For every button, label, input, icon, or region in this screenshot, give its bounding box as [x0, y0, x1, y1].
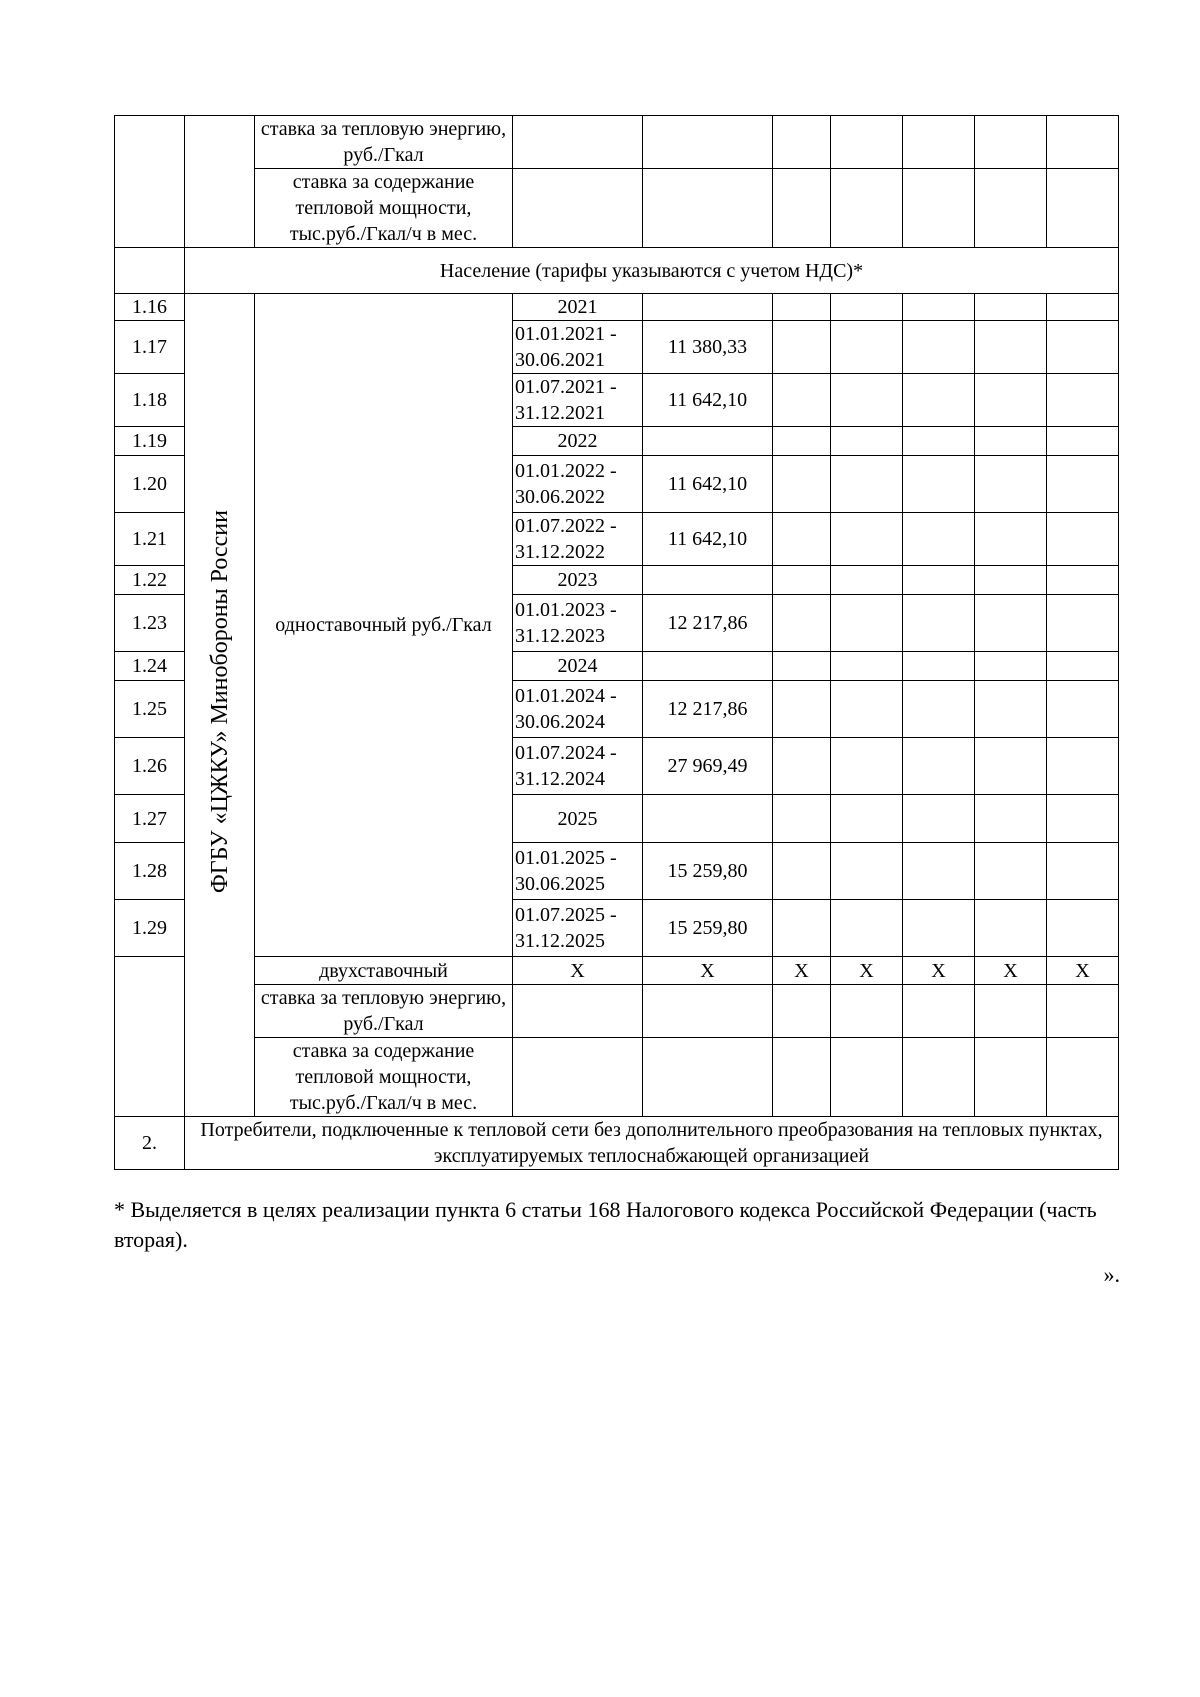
- row-number: 1.22: [115, 566, 185, 595]
- tariff-value: [643, 652, 773, 681]
- x-mark: X: [903, 957, 975, 985]
- row-number: 1.24: [115, 652, 185, 681]
- tariff-value: [643, 294, 773, 321]
- tariff-table: [114, 115, 1119, 1170]
- empty-cell: [115, 248, 185, 294]
- two-part-label: двухставочный: [255, 957, 513, 985]
- tariff-value: 15 259,80: [643, 843, 773, 900]
- table-row: [115, 169, 1119, 248]
- period: 01.07.2022 - 31.12.2022: [513, 513, 643, 566]
- row-number: 1.23: [115, 595, 185, 652]
- period: 2022: [513, 427, 643, 456]
- section-population-title: Население (тарифы указываются с учетом НДС)*: [185, 248, 1119, 294]
- period: 01.01.2023 - 31.12.2023: [513, 595, 643, 652]
- tariff-value: 27 969,49: [643, 738, 773, 795]
- empty-cell: [115, 957, 185, 1117]
- row-number: 1.27: [115, 795, 185, 843]
- section-number: 2.: [115, 1117, 185, 1170]
- rate-label: ставка за тепловую энергию, руб./Гкал: [255, 116, 513, 169]
- tariff-value: [643, 566, 773, 595]
- row-number: 1.28: [115, 843, 185, 900]
- section-row: [115, 248, 1119, 294]
- tariff-type: одноставочный руб./Гкал: [255, 294, 513, 957]
- x-mark: X: [975, 957, 1047, 985]
- period: 01.07.2025 - 31.12.2025: [513, 900, 643, 957]
- tariff-value: 12 217,86: [643, 681, 773, 738]
- row-number: 1.29: [115, 900, 185, 957]
- x-mark: X: [773, 957, 831, 985]
- rate-label: ставка за содержание тепловой мощности, тыс.руб./Гкал/ч в мес.: [255, 169, 513, 248]
- empty-cell: [115, 116, 185, 248]
- table-row: [115, 985, 1119, 1038]
- rate-label: ставка за тепловую энергию, руб./Гкал: [255, 985, 513, 1038]
- org-name-cell: [185, 294, 255, 1117]
- tariff-value: 11 642,10: [643, 513, 773, 566]
- row-number: 1.25: [115, 681, 185, 738]
- tariff-value: 12 217,86: [643, 595, 773, 652]
- tariff-value: [643, 795, 773, 843]
- section-2-title: Потребители, подключенные к тепловой сети без дополнительного преобразования на тепловых пунктах, эксплуатируемых теплоснабжающей организацией: [185, 1117, 1119, 1170]
- row-number: 1.17: [115, 321, 185, 374]
- tariff-value: 11 642,10: [643, 374, 773, 427]
- org-name: ФГБУ «ЦЖКУ» Минобороны России: [206, 509, 233, 894]
- footnote: * Выделяется в целях реализации пункта 6 статьи 168 Налогового кодекса Российской Федерации (часть вторая).: [114, 1197, 1097, 1252]
- period: 01.07.2021 - 31.12.2021: [513, 374, 643, 427]
- table-row: [115, 294, 1119, 321]
- tariff-value: [643, 427, 773, 456]
- x-mark: X: [831, 957, 903, 985]
- rate-label: ставка за содержание тепловой мощности, тыс.руб./Гкал/ч в мес.: [255, 1038, 513, 1117]
- table-row: [115, 116, 1119, 169]
- period: 2023: [513, 566, 643, 595]
- x-mark: X: [643, 957, 773, 985]
- section-row: [115, 1117, 1119, 1170]
- x-mark: X: [1047, 957, 1119, 985]
- row-number: 1.21: [115, 513, 185, 566]
- table-row: [115, 1038, 1119, 1117]
- table-row: [115, 957, 1119, 985]
- empty-cell: [185, 116, 255, 248]
- row-number: 1.20: [115, 456, 185, 513]
- period: 01.01.2022 - 30.06.2022: [513, 456, 643, 513]
- period: 2021: [513, 294, 643, 321]
- period: 2024: [513, 652, 643, 681]
- period: 01.01.2024 - 30.06.2024: [513, 681, 643, 738]
- tariff-value: 15 259,80: [643, 900, 773, 957]
- row-number: 1.26: [115, 738, 185, 795]
- row-number: 1.16: [115, 294, 185, 321]
- period: 01.01.2021 - 30.06.2021: [513, 321, 643, 374]
- period: 2025: [513, 795, 643, 843]
- tariff-value: 11 642,10: [643, 456, 773, 513]
- closing-quote: ».: [1103, 1262, 1120, 1287]
- row-number: 1.18: [115, 374, 185, 427]
- tariff-value: 11 380,33: [643, 321, 773, 374]
- row-number: 1.19: [115, 427, 185, 456]
- x-mark: X: [513, 957, 643, 985]
- period: 01.01.2025 - 30.06.2025: [513, 843, 643, 900]
- period: 01.07.2024 - 31.12.2024: [513, 738, 643, 795]
